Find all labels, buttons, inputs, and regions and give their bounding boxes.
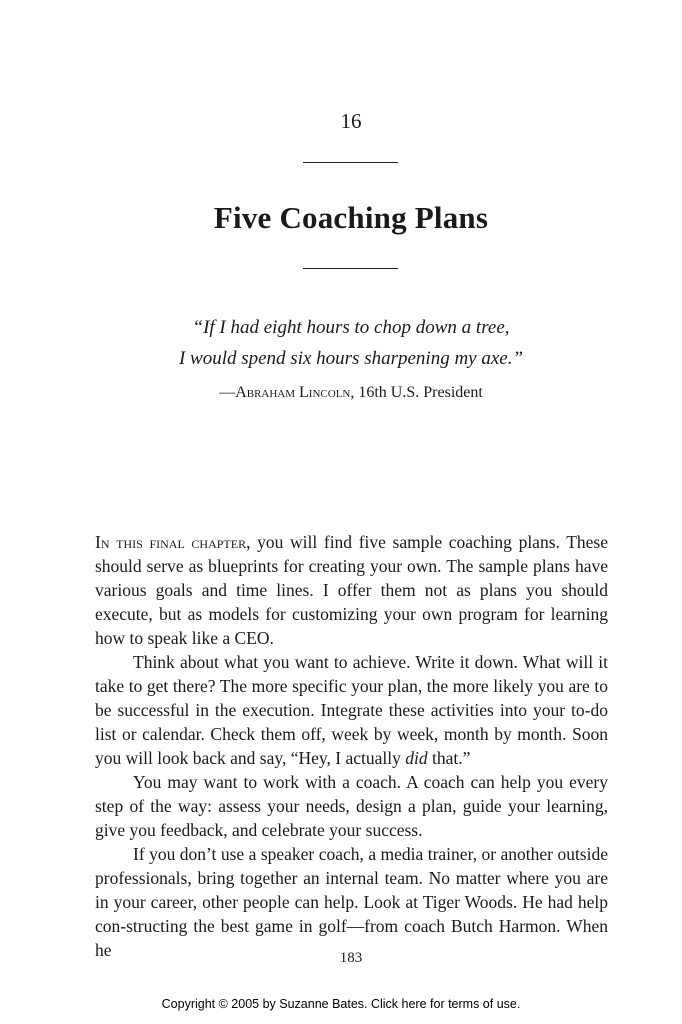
- body-paragraph-1: [95, 530, 608, 650]
- page-number: 183: [339, 950, 363, 966]
- body-paragraph-2: [95, 650, 608, 770]
- epigraph-line-1: “If I had eight hours to chop down a tree,: [192, 317, 510, 338]
- epigraph-attribution: [0, 381, 682, 405]
- body-paragraph-4: [95, 842, 608, 962]
- epigraph-line-2: I would spend six hours sharpening my axe.”: [178, 348, 524, 369]
- paragraph-2-end: that.”: [427, 748, 471, 768]
- attribution-dash: —: [219, 384, 236, 401]
- paragraph-2-emphasis: did: [405, 748, 428, 768]
- paragraph-lead-in: In this final chapter: [95, 532, 247, 552]
- chapter-number: 16: [340, 109, 362, 133]
- title-rule-top: [303, 162, 398, 163]
- body-paragraph-3: You may want to work with a coach. A coach can help you every step of the way: assess your needs, design a plan, guide your learning, give you feedback, and celebrate your success.: [95, 772, 608, 840]
- chapter-title: Five Coaching Plans: [213, 200, 489, 235]
- paragraph-1-text: , you will find five sample coaching plans. These should serve as blueprints for creating your own. The sample plans have various goals and time lines. I offer them not as plans you should execute, but as models for customizing your own program for learning how to speak like a CEO.: [95, 532, 608, 648]
- paragraph-4-text: If you don’t use a speaker coach, a media trainer, or another outside professionals, bring together an internal team. No matter where you are in your career, other people can help. Look at Tiger Woods. He had help con-: [95, 844, 608, 936]
- epigraph-quote: [0, 312, 682, 374]
- attribution-role: , 16th U.S. President: [350, 384, 483, 401]
- attribution-author: Abraham Lincoln: [235, 384, 351, 401]
- copyright-link[interactable]: Copyright © 2005 by Suzanne Bates. Click here for terms of use.: [161, 997, 521, 1011]
- paragraph-4-continued: structing the best game in golf—from coach Butch Harmon. When he: [95, 916, 608, 960]
- title-rule-bottom: [303, 268, 398, 269]
- chapter-body: [95, 530, 608, 962]
- paragraph-2-text: Think about what you want to achieve. Write it down. What will it take to get there? The more specific your plan, the more likely you are to be successful in the execution. Integrate these activities into your to-do list or calendar. Check them off, week by week, month by month. Soon you will look back and say, “Hey, I actually: [95, 652, 608, 768]
